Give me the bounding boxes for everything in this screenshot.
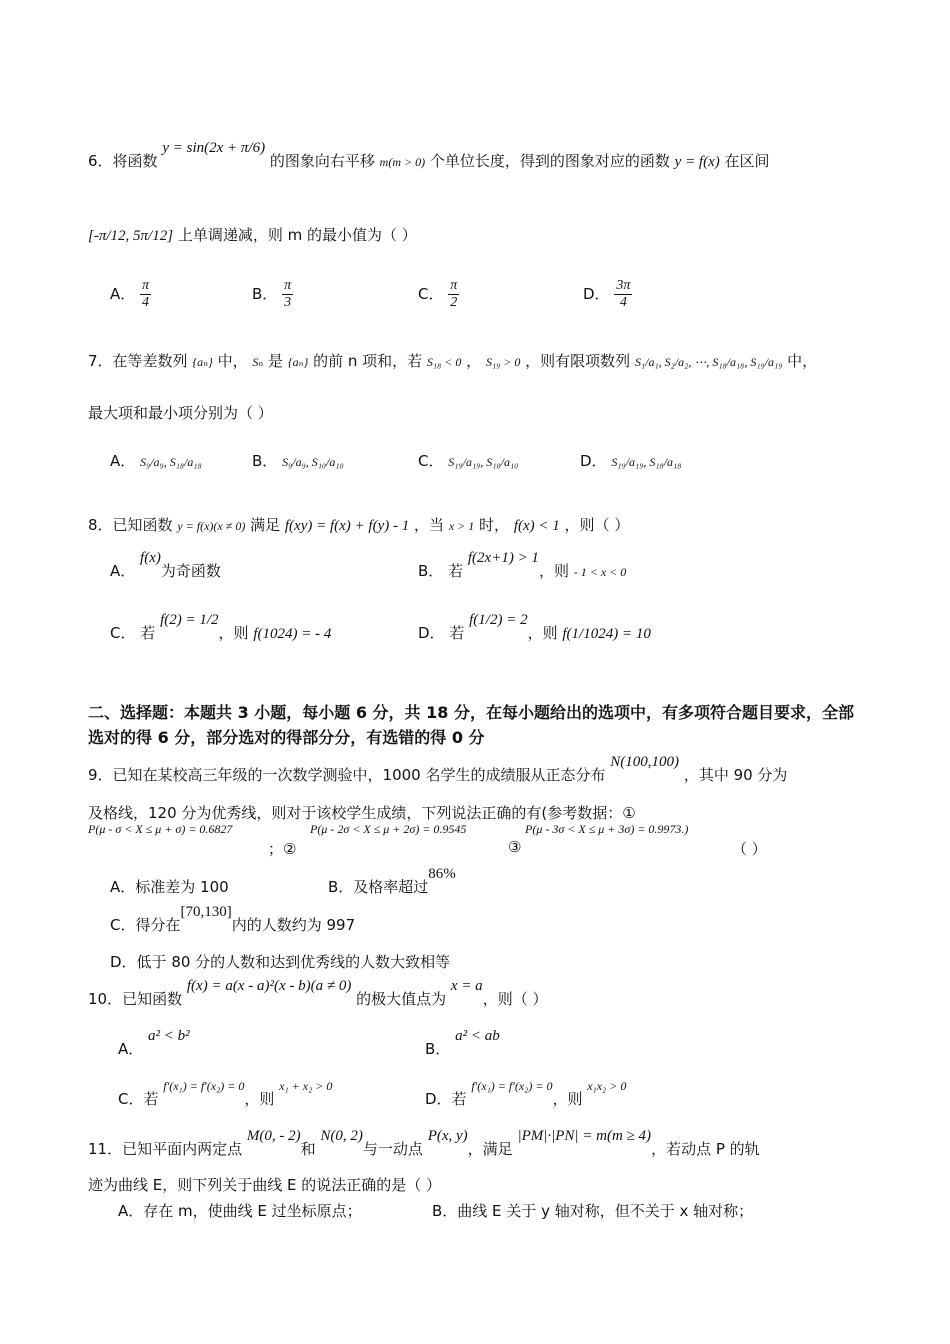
option-label: B． <box>425 1040 451 1058</box>
numerator: π <box>448 278 459 295</box>
q7-stem-text: ，则有限项数列 <box>525 352 631 370</box>
q7-stem-text: ， <box>466 352 482 370</box>
option-text: 若 <box>449 624 465 642</box>
q11-stem-text: 和 <box>300 1140 316 1158</box>
denominator: 4 <box>619 295 627 311</box>
q9-reference-data <box>88 822 232 837</box>
q9-ref-1: P(μ - σ < X ≤ μ + σ) = 0.6827 <box>88 822 233 836</box>
q6-option-d <box>583 278 632 311</box>
q6-interval: [-π/12, 5π/12] <box>88 228 174 244</box>
option-text: ，则 <box>538 562 569 580</box>
q10-option-a <box>118 1028 190 1059</box>
q11-option-a: A．存在 m，使曲线 E 过坐标原点； <box>118 1202 362 1220</box>
q9-ref-sep: ；② <box>268 840 297 858</box>
q6-option-a <box>110 278 151 311</box>
option-label: D．若 <box>425 1090 467 1108</box>
fraction <box>282 278 293 311</box>
option-math: f(1/2) = 2 <box>469 612 528 628</box>
q6-line2 <box>88 224 417 245</box>
q11-stem-text: 与一动点 <box>362 1140 423 1158</box>
q8-stem-prefix: 8．已知函数 <box>88 516 173 534</box>
option-label: A． <box>118 1040 144 1058</box>
option-value: a² < b² <box>148 1028 190 1044</box>
q7-stem-text: 中， <box>787 352 818 370</box>
q8-condition: x > 1 <box>448 519 475 533</box>
option-label: A． <box>110 562 136 580</box>
q7-stem-text: 中， <box>217 352 248 370</box>
q7-stem-prefix: 7．在等差数列 <box>88 352 188 370</box>
q9-line1 <box>88 754 788 785</box>
q8-function: y = f(x)(x ≠ 0) <box>177 519 246 533</box>
option-result: x₁x₂ > 0 <box>587 1079 627 1093</box>
option-value: a² < ab <box>455 1028 500 1044</box>
q6-stem-prefix: 6．将函数 <box>88 152 158 170</box>
option-value: S₉/a₉, S₁₀/a₁₀ <box>282 455 344 469</box>
option-text: ，则 <box>552 1090 583 1108</box>
q11-stem-text: ，若动点 P 的轨 <box>651 1140 760 1158</box>
option-text: 内的人数约为 997 <box>231 916 356 934</box>
q7-s19: S₁₉ > 0 <box>485 355 521 369</box>
q7-sequence: {aₙ} <box>192 355 213 369</box>
option-label: B． <box>252 285 278 304</box>
numerator: π <box>140 278 151 295</box>
q7-option-a <box>110 450 202 471</box>
q10-stem-text: ，则（ ） <box>482 990 548 1008</box>
denominator: 3 <box>284 295 292 311</box>
option-label: D． <box>418 624 445 642</box>
q6-option-c <box>418 278 459 311</box>
q10-function: f(x) = a(x - a)²(x - b)(a ≠ 0) <box>186 978 352 994</box>
q7-s18: S₁₈ < 0 <box>426 355 462 369</box>
q6-stem-shift: 的图象向右平移 <box>269 152 375 170</box>
option-text: ，则 <box>527 624 558 642</box>
q7-option-c <box>418 450 518 471</box>
option-label: B． <box>418 562 444 580</box>
q8-stem-text: 满足 <box>250 516 281 534</box>
option-label: D． <box>580 452 607 470</box>
option-condition: f′(x₁) = f′(x₂) = 0 <box>163 1079 245 1093</box>
q8-option-a <box>110 550 221 581</box>
q8-option-b <box>418 550 627 581</box>
fraction <box>140 278 151 311</box>
q9-ref-2: P(μ - 2σ < X ≤ μ + 2σ) = 0.9545 <box>310 822 467 836</box>
numerator: 3π <box>614 278 632 295</box>
option-result: - 1 < x < 0 <box>573 565 627 579</box>
option-text: 为奇函数 <box>160 562 221 580</box>
option-value: S₁₉/a₁₉, S₁₈/a₁₈ <box>611 455 682 469</box>
option-label: C．若 <box>118 1090 159 1108</box>
q8-stem-text: 时， <box>479 516 510 534</box>
denominator: 4 <box>142 295 150 311</box>
q6-option-b <box>252 278 293 311</box>
q6-shift-m: m(m > 0) <box>379 155 426 169</box>
q8-stem-text: ，则（ ） <box>564 516 630 534</box>
option-text: 若 <box>448 562 464 580</box>
q11-point-m: M(0, - 2) <box>246 1128 301 1144</box>
section-heading: 二、选择题：本题共 3 小题，每小题 6 分，共 18 分，在每小题给出的选项中，有多项符合题目要求，全部选对的得 6 分，部分选对的得部分分，有选错的得 0 分 <box>88 703 854 747</box>
q9-ref-3: P(μ - 3σ < X ≤ μ + 3σ) = 0.9973.) <box>525 822 689 836</box>
option-label: C． <box>418 285 444 304</box>
q8-inequality: f(x) < 1 <box>513 518 560 534</box>
q7-sequence: {aₙ} <box>287 355 309 369</box>
q8-stem-text: ，当 <box>414 516 445 534</box>
q11-stem-text: ，满足 <box>467 1140 513 1158</box>
option-condition: f′(x₁) = f′(x₂) = 0 <box>471 1079 553 1093</box>
option-result: x₁ + x₂ > 0 <box>279 1079 333 1093</box>
q7-sn: Sₙ <box>252 355 264 369</box>
option-value: 86% <box>428 866 456 882</box>
option-value: S₁₉/a₁₉, S₁₀/a₁₀ <box>448 455 519 469</box>
q10-point: x = a <box>450 978 483 994</box>
q9-option-d: D．低于 80 分的人数和达到优秀线的人数大致相等 <box>110 953 451 971</box>
q11-option-b: B．曲线 E 关于 y 轴对称，但不关于 x 轴对称； <box>432 1202 754 1220</box>
option-math: f(2x+1) > 1 <box>467 550 539 566</box>
q7-stem-text: 的前 n 项和，若 <box>313 352 423 370</box>
q8-option-c <box>110 612 332 643</box>
q9-option-b <box>328 866 456 897</box>
q9-line2: 及格线，120 分为优秀线，则对于该校学生成绩，下列说法正确的有(参考数据：① <box>88 804 636 822</box>
option-value: S₉/a₉, S₁₈/a₁₈ <box>140 455 202 469</box>
q9-stem-text: ，其中 90 分为 <box>683 766 788 784</box>
option-label: C． <box>110 624 136 642</box>
q7-line2: 最大项和最小项分别为（ ） <box>88 404 273 422</box>
option-text: ，则 <box>244 1090 275 1108</box>
option-text: ，则 <box>218 624 249 642</box>
q6-line1 <box>88 140 770 171</box>
q6-stem-result: 个单位长度，得到的图象对应的函数 <box>429 152 670 170</box>
option-label: C． <box>418 452 444 470</box>
q9-ref-sep: ③ <box>508 838 522 856</box>
q6-function: y = sin(2x + π/6) <box>162 140 266 156</box>
q6-stem-question: 上单调递减，则 m 的最小值为（ ） <box>177 226 417 244</box>
q10-stem-text: 的极大值点为 <box>356 990 447 1008</box>
q9-stem-prefix: 9．已知在某校高三年级的一次数学测验中，1000 名学生的成绩服从正态分布 <box>88 766 606 784</box>
q10-option-b <box>425 1028 500 1059</box>
option-label: B． <box>252 452 278 470</box>
fraction <box>448 278 459 311</box>
option-label: A． <box>110 452 136 470</box>
q8-equation: f(xy) = f(x) + f(y) - 1 <box>284 518 410 534</box>
q8-line1 <box>88 514 629 535</box>
option-label: D． <box>583 285 610 304</box>
option-math: f(2) = 1/2 <box>160 612 219 628</box>
q9-distribution: N(100,100) <box>610 754 680 770</box>
q7-finite-sequence: S₁/a₁, S₂/a₂, ⋯, S₁₈/a₁₈, S₁₉/a₁₉ <box>634 355 783 369</box>
q9-answer-paren: （ ） <box>732 840 767 858</box>
q9-option-a: A．标准差为 100 <box>110 878 229 896</box>
q11-stem-prefix: 11．已知平面内两定点 <box>88 1140 243 1158</box>
q7-stem-text: 是 <box>268 352 284 370</box>
option-text: 若 <box>140 624 156 642</box>
q7-option-b <box>252 450 344 471</box>
q7-option-d <box>580 450 681 471</box>
q9-option-c <box>110 904 356 935</box>
q10-option-c <box>118 1079 333 1109</box>
option-text: C．得分在 <box>110 916 181 934</box>
q6-stem-interval: 在区间 <box>724 152 770 170</box>
q10-option-d <box>425 1079 627 1109</box>
option-interval: [70,130] <box>180 904 232 920</box>
option-math: f(x) <box>140 550 161 566</box>
q8-option-d <box>418 612 651 643</box>
option-label: A． <box>110 285 136 304</box>
q11-point-n: N(0, 2) <box>320 1128 363 1144</box>
q11-condition: |PM|·|PN| = m(m ≥ 4) <box>517 1128 652 1144</box>
option-text: B．及格率超过 <box>328 878 429 896</box>
q11-line2: 迹为曲线 E，则下列关于曲线 E 的说法正确的是（ ） <box>88 1176 442 1194</box>
q10-stem-prefix: 10．已知函数 <box>88 990 183 1008</box>
q6-result-function: y = f(x) <box>674 154 720 170</box>
option-result: f(1024) = - 4 <box>253 626 332 642</box>
denominator: 2 <box>450 295 458 311</box>
q10-line1 <box>88 978 548 1009</box>
q11-line1 <box>88 1128 760 1159</box>
fraction <box>614 278 632 311</box>
q7-line1 <box>88 350 817 371</box>
numerator: π <box>282 278 293 295</box>
option-result: f(1/1024) = 10 <box>562 626 651 642</box>
q11-point-p: P(x, y) <box>427 1128 468 1144</box>
